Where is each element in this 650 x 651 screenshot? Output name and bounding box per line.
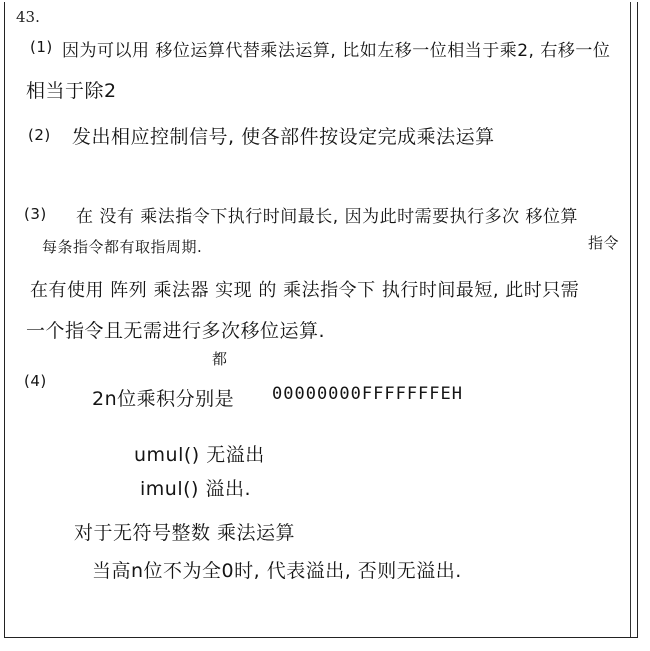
part4-line1-value: 00000000FFFFFFFEH [272,384,463,404]
part3-label: (3) [24,205,47,223]
part3-line1: 在 没有 乘法指令下执行时间最长, 因为此时需要执行多次 移位算 [76,207,579,227]
part3-insert: 指令 [588,234,620,252]
part2-line1: 发出相应控制信号, 使各部件按设定完成乘法运算 [72,126,495,148]
part4-line2: umul() 无溢出 [134,444,265,466]
part1-line1: 因为可以用 移位运算代替乘法运算, 比如左移一位相当于乘2, 右移一位 [62,41,611,61]
question-number: 43. [16,8,40,26]
part4-line3: imul() 溢出. [140,478,252,500]
part4-label: (4) [24,372,47,390]
part3-line2: 每条指令都有取指周期. [42,238,203,256]
part3-line4: 一个指令且无需进行多次移位运算. [26,320,326,342]
part1-line2: 相当于除2 [26,80,117,102]
part4-insert: 都 [212,350,228,368]
part1-label: (1) [30,38,53,56]
part3-line3: 在有使用 阵列 乘法器 实现 的 乘法指令下 执行时间最短, 此时只需 [30,280,580,301]
part2-label: (2) [28,126,51,144]
part4-line1-text: 2n位乘积分别是 [92,388,235,410]
part4-line4: 对于无符号整数 乘法运算 [74,522,296,544]
part4-line5: 当高n位不为全0时, 代表溢出, 否则无溢出. [92,560,462,582]
right-margin-line [630,2,631,637]
